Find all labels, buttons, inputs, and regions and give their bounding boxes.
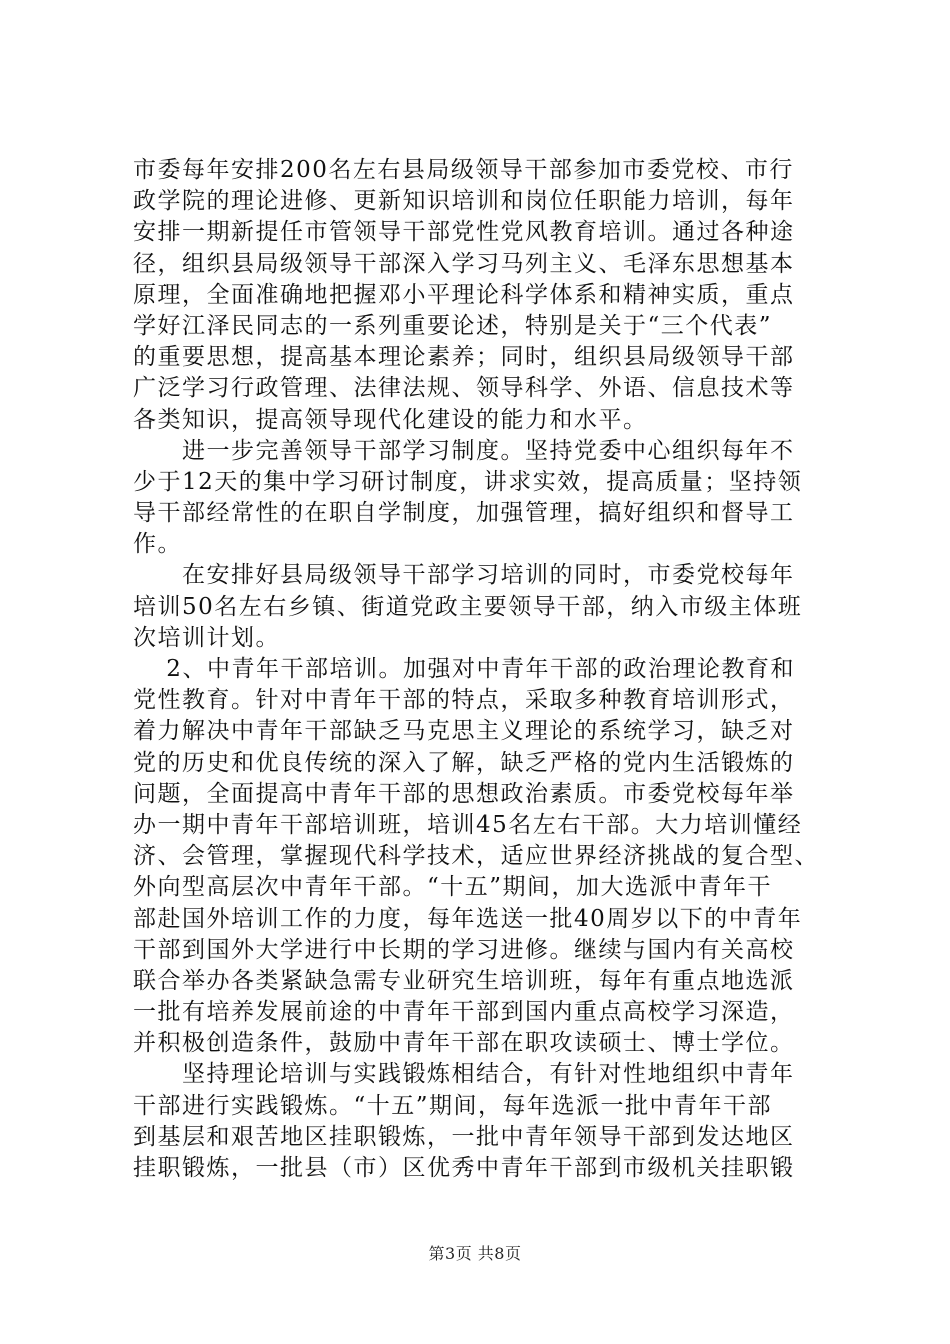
text-line: 济、会管理，掌握现代科学技术，适应世界经济挑战的复合型、 [133, 843, 819, 870]
text-line: 安排一期新提任市管领导干部党性党风教育培训。通过各种途 [133, 219, 795, 246]
text-line: 并积极创造条件，鼓励中青年干部在职攻读硕士、博士学位。 [133, 1030, 795, 1057]
text-line: 广泛学习行政管理、法律法规、领导科学、外语、信息技术等 [133, 375, 795, 402]
text-line: 一批有培养发展前途的中青年干部到国内重点高校学习深造， [133, 999, 795, 1026]
text-line: 联合举办各类紧缺急需专业研究生培训班，每年有重点地选派 [133, 967, 795, 994]
text-line: 少于12天的集中学习研讨制度，讲求实效，提高质量；坚持领 [133, 468, 803, 495]
text-line: 坚持理论培训与实践锻炼相结合，有针对性地组织中青年 [133, 1061, 795, 1088]
text-line: 到基层和艰苦地区挂职锻炼，一批中青年领导干部到发达地区 [133, 1123, 795, 1150]
text-line: 市委每年安排200名左右县局级领导干部参加市委党校、市行 [133, 157, 794, 183]
text-line: 原理，全面准确地把握邓小平理论科学体系和精神实质，重点 [133, 281, 795, 308]
text-line: 的重要思想，提高基本理论素养；同时，组织县局级领导干部 [133, 344, 795, 371]
text-line: 部赴国外培训工作的力度，每年选送一批40周岁以下的中青年 [133, 905, 803, 932]
text-line: 党性教育。针对中青年干部的特点，采取多种教育培训形式， [133, 687, 795, 714]
text-line: 导干部经常性的在职自学制度，加强管理，搞好组织和督导工 [133, 500, 795, 527]
text-line: 干部到国外大学进行中长期的学习进修。继续与国内有关高校 [133, 936, 795, 963]
text-line: 干部进行实践锻炼。“十五”期间，每年选派一批中青年干部 [133, 1092, 773, 1119]
document-body [133, 155, 833, 1184]
text-line: 在安排好县局级领导干部学习培训的同时，市委党校每年 [133, 562, 795, 589]
page-number-footer: 第3页 共8页 [428, 1244, 522, 1263]
text-line: 2、中青年干部培训。加强对中青年干部的政治理论教育和 [133, 656, 795, 682]
text-line: 进一步完善领导干部学习制度。坚持党委中心组织每年不 [133, 437, 795, 464]
text-line: 学好江泽民同志的一系列重要论述，特别是关于“三个代表” [133, 312, 773, 339]
text-line: 作。 [133, 531, 182, 558]
text-line: 问题，全面提高中青年干部的思想政治素质。市委党校每年举 [133, 780, 795, 807]
text-line: 着力解决中青年干部缺乏马克思主义理论的系统学习，缺乏对 [133, 718, 795, 745]
text-line: 办一期中青年干部培训班，培训45名左右干部。大力培训懂经 [133, 811, 803, 838]
text-line: 各类知识，提高领导现代化建设的能力和水平。 [133, 406, 648, 433]
text-line: 政学院的理论进修、更新知识培训和岗位任职能力培训，每年 [133, 188, 795, 215]
text-line: 次培训计划。 [133, 624, 280, 651]
text-line: 径，组织县局级领导干部深入学习马列主义、毛泽东思想基本 [133, 250, 795, 277]
text-line: 挂职锻炼，一批县（市）区优秀中青年干部到市级机关挂职锻 [133, 1155, 795, 1181]
text-line: 党的历史和优良传统的深入了解，缺乏严格的党内生活锻炼的 [133, 749, 795, 776]
text-line: 外向型高层次中青年干部。“十五”期间，加大选派中青年干 [133, 874, 773, 901]
text-line: 培训50名左右乡镇、街道党政主要领导干部，纳入市级主体班 [133, 593, 803, 620]
